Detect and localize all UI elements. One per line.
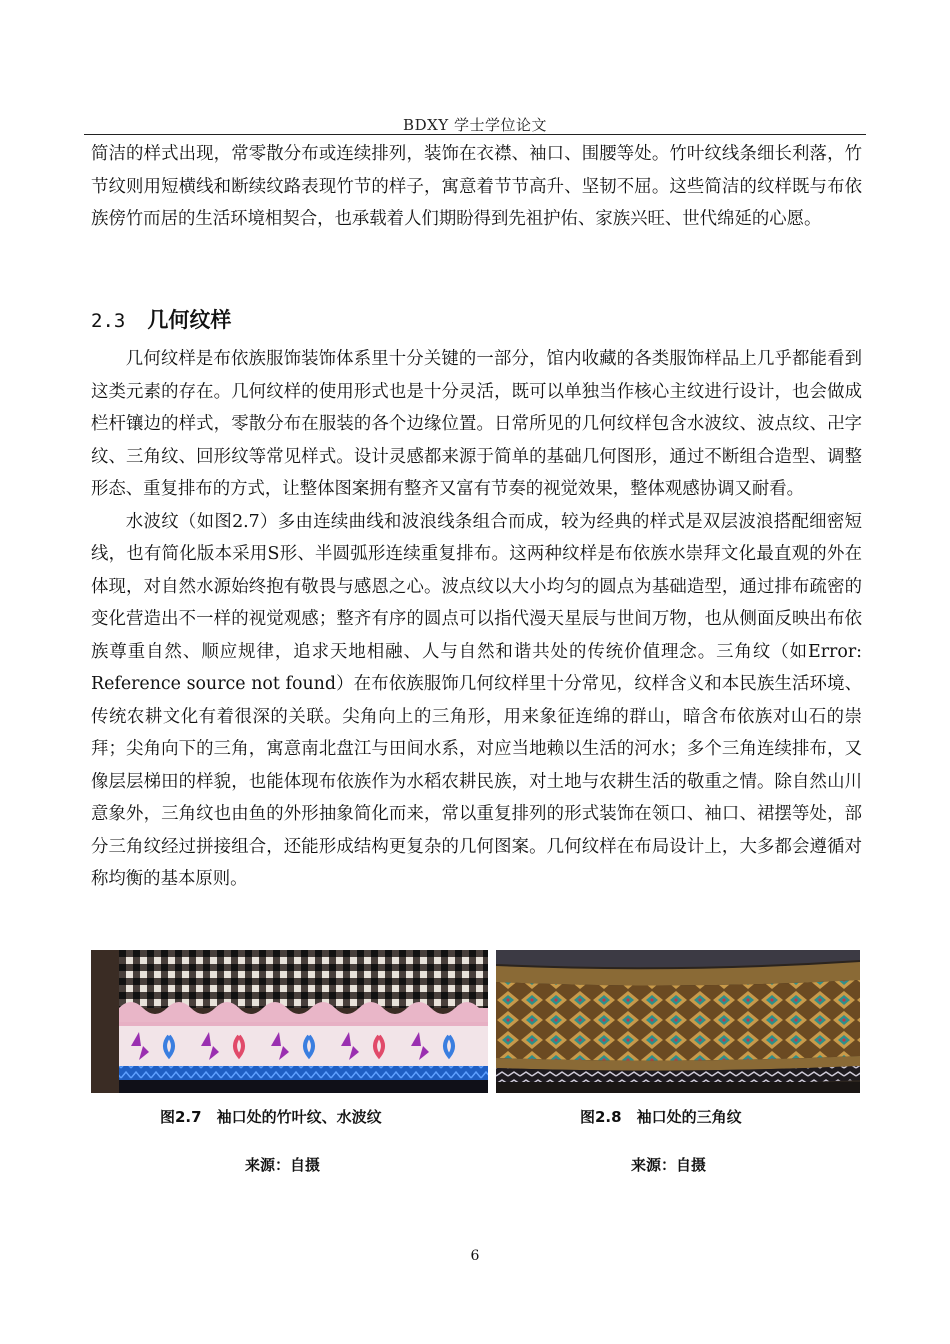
section-title: 几何纹样 [147,308,232,332]
section-number: 2.3 [91,310,126,332]
triangle-trim-photo [496,950,860,1093]
cuff-trim-photo [91,950,488,1093]
figure-2-8-caption: 图2.8 袖口处的三角纹 [580,1108,742,1126]
section-body [91,343,862,896]
section-heading [91,304,231,334]
paragraph-continued [91,138,862,236]
paragraph: 水波纹（如图2.7）多由连续曲线和波浪线条组合而成，较为经典的样式是双层波浪搭配细密短线，也有简化版本采用S形、半圆弧形连续重复排布。这两种纹样是布依族水崇拜文化最直观的外在体现，对自然水源始终抱有敬畏与感恩之心。波点纹以大小均匀的圆点为基础造型，通过排布疏密的变化营造出不一样的视觉观感；整齐有序的圆点可以指代漫天星辰与世间万物，也从侧面反映出布依族尊重自然、顺应规律，追求天地相融、人与自然和谐共处的传统价值理念。三角纹（如Error: Reference source not found）在布依族服饰几何纹样里十分常见，纹样含义和本民族生活环境、传统农耕文化有着很深的关联。尖角向上的三角形，用来象征连绵的群山，暗含布依族对山石的崇拜；尖角向下的三角，寓意南北盘江与田间水系，对应当地赖以生活的河水；多个三角连续排布，又像层层梯田的样貌，也能体现布依族作为水稻农耕民族，对土地与农耕生活的敬重之情。除自然山川意象外，三角纹也由鱼的外形抽象简化而来，常以重复排列的形式装饰在领口、袖口、裙摆等处，部分三角纹经过拼接组合，还能形成结构更复杂的几何图案。几何纹样在布局设计上，大多都会遵循对称均衡的基本原则。 [91,511,862,889]
paragraph: 简洁的样式出现，常零散分布或连续排列，装饰在衣襟、袖口、围腰等处。竹叶纹线条细长利落，竹节纹则用短横线和断续纹路表现竹节的样子，寓意着节节高升、坚韧不屈。这些简洁的纹样既与布依族傍竹而居的生活环境相契合，也承载着人们期盼得到先祖护佑、家族兴旺、世代绵延的心愿。 [91,144,862,229]
header-rule [84,134,866,135]
figure-2-7-photo [91,950,488,1093]
figure-2-8-source: 来源：自摄 [631,1156,707,1174]
figure-2-8-photo [496,950,860,1093]
running-header: BDXY 学士学位论文 [403,116,547,134]
figure-2-7-source: 来源：自摄 [245,1156,321,1174]
figure-2-7-caption: 图2.7 袖口处的竹叶纹、水波纹 [160,1108,382,1126]
page-number: 6 [470,1248,480,1264]
paragraph: 几何纹样是布依族服饰装饰体系里十分关键的一部分，馆内收藏的各类服饰样品上几乎都能看到这类元素的存在。几何纹样的使用形式也是十分灵活，既可以单独当作核心主纹进行设计，也会做成栏杆镶边的样式，零散分布在服装的各个边缘位置。日常所见的几何纹样包含水波纹、波点纹、卍字纹、三角纹、回形纹等常见样式。设计灵感都来源于简单的基础几何图形，通过不断组合造型、调整形态、重复排布的方式，让整体图案拥有整齐又富有节奏的视觉效果，整体观感协调又耐看。 [91,349,862,499]
